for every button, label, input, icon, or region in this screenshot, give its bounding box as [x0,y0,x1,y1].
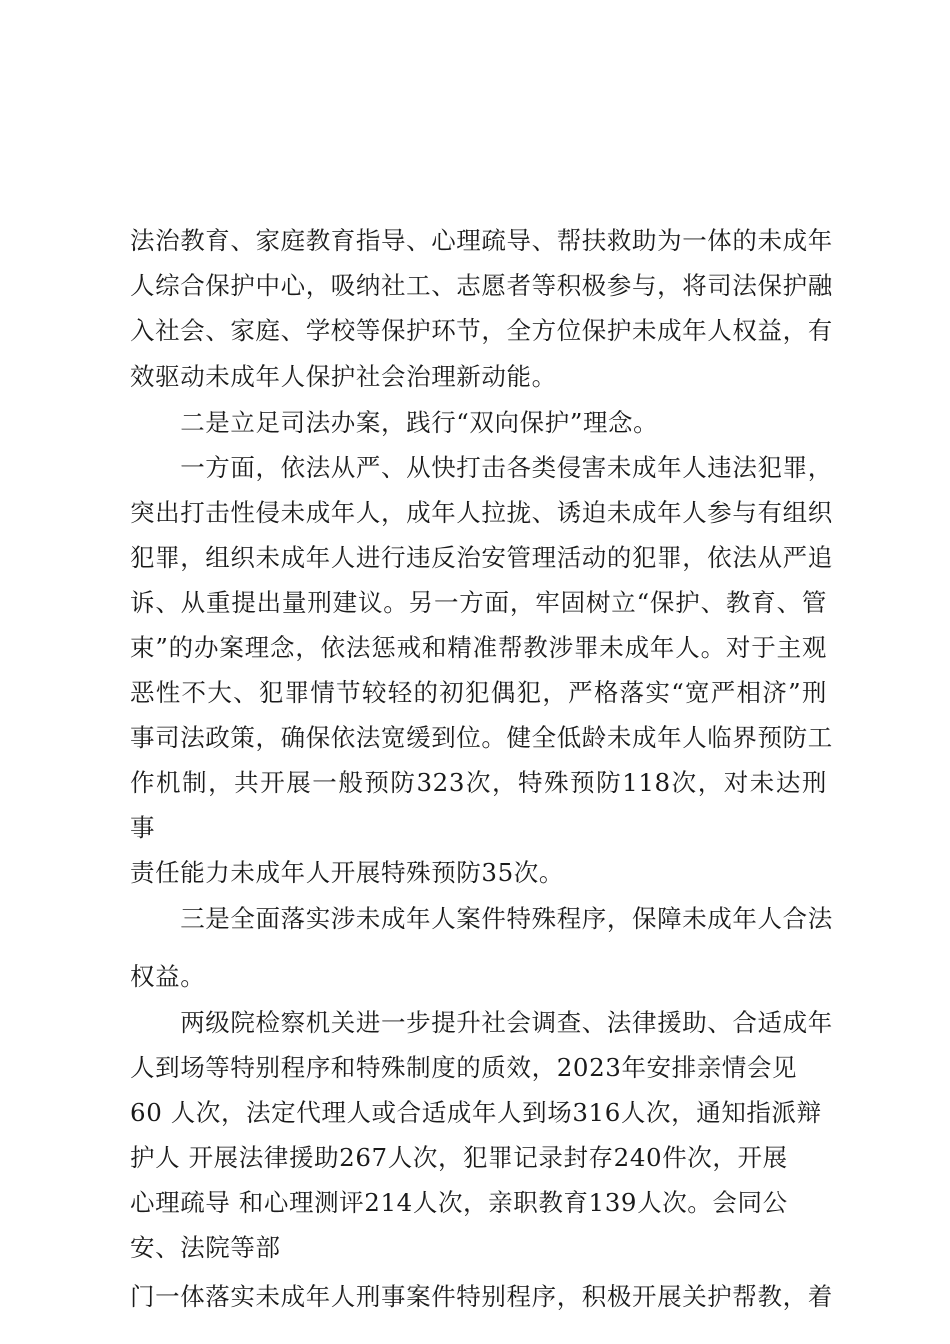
text-line: 人到场等特别程序和特殊制度的质效，2023年安排亲情会见 [130,1053,798,1082]
text-line: 护人 开展法律援助267人次，犯罪记录封存240件次，开展 [130,1143,788,1172]
text-line: 两级院检察机关进一步提升社会调查、法律援助、合适成年 [130,1008,833,1037]
text-line: 门一体落实未成年人刑事案件特别程序，积极开展关护帮教，着 [130,1282,833,1311]
text-line: 安、法院等部 [130,1233,281,1262]
text-line: 突出打击性侵未成年人，成年人拉拢、诱迫未成年人参与有组织 [130,498,833,527]
text-line: 三是全面落实涉未成年人案件特殊程序，保障未成年人合法 [130,904,833,933]
text-line: 二是立足司法办案，践行“双向保护”理念。 [130,408,659,437]
text-line: 法治教育、家庭教育指导、心理疏导、帮扶救助为一体的未成年 [130,226,833,255]
text-line: 事 [130,813,156,842]
text-line: 犯罪，组织未成年人进行违反治安管理活动的犯罪，依法从严追 [130,543,833,572]
text-line: 恶性不大、犯罪情节较轻的初犯偶犯，严格落实“宽严相济”刑 [130,678,827,707]
text-line: 60 人次，法定代理人或合适成年人到场316人次，通知指派辩 [130,1098,822,1127]
text-line: 作机制，共开展一般预防323次，特殊预防118次，对未达刑 [130,768,827,797]
text-line: 事司法政策，确保依法宽缓到位。健全低龄未成年人临界预防工 [130,723,833,752]
text-line: 入社会、家庭、学校等保护环节，全方位保护未成年人权益，有 [130,316,833,345]
text-line: 心理疏导 和心理测评214人次，亲职教育139人次。会同公 [130,1188,788,1217]
text-line: 诉、从重提出量刑建议。另一方面，牢固树立“保护、教育、管 [130,588,827,617]
text-line: 一方面，依法从严、从快打击各类侵害未成年人违法犯罪， [130,453,833,482]
text-line: 效驱动未成年人保护社会治理新动能。 [130,362,557,391]
text-line: 权益。 [130,962,206,991]
text-line: 责任能力未成年人开展特殊预防35次。 [130,858,564,887]
text-line: 人综合保护中心，吸纳社工、志愿者等积极参与，将司法保护融 [130,271,833,300]
text-line: 束”的办案理念，依法惩戒和精准帮教涉罪未成年人。对于主观 [130,633,827,662]
